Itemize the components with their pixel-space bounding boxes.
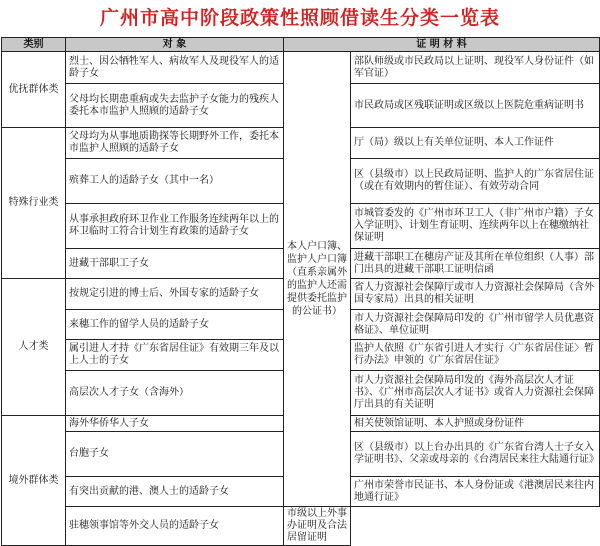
category-cell: 人才类 bbox=[2, 279, 66, 416]
header-target: 对 象 bbox=[66, 38, 284, 52]
target-cell: 有突出贡献的港、澳人士的适龄子女 bbox=[66, 477, 284, 507]
proof-cell: 厅（局）级以上有关单位证明、本人工作证件 bbox=[351, 128, 600, 159]
category-cell: 优抚群体类 bbox=[2, 52, 66, 128]
proof-cell: 省人力资源社会保障厅或市人力资源社会保障局（含外国专家局）出具的相关证明 bbox=[351, 279, 600, 310]
proof-cell: 进藏干部职工在穗房产证及其所在单位组织（人事）部门出具的进藏干部职工证明信函 bbox=[351, 249, 600, 279]
target-cell: 海外华侨华人子女 bbox=[66, 416, 284, 432]
proof-cell: 市级以上外事办证明及合法居留证明 bbox=[284, 507, 351, 546]
page-title: 广州市高中阶段政策性照顾借读生分类一览表 bbox=[99, 7, 500, 29]
table-row bbox=[2, 507, 600, 546]
target-cell: 来穗工作的留学人员的适龄子女 bbox=[66, 310, 284, 340]
proof-cell: 监护人依照《广东省引进人才实行〈广东省居住证〉暂行办法》申领的《广东省居住证》 bbox=[351, 340, 600, 371]
table-header-row bbox=[2, 38, 600, 52]
target-cell: 父母均为从事地质勘探等长期野外工作，委托本市监护人照顾的适龄子女 bbox=[66, 128, 284, 159]
proof-cell: 部队师级或市民政局以上证明、现役军人身份证件（如军官证） bbox=[351, 52, 600, 84]
proof-cell: 市人力资源社会保障局印发的《广州市留学人员优惠资格证》、单位证明 bbox=[351, 310, 600, 340]
shared-proof-cell: 本人户口簿、监护人户口簿（直系亲属外的监护人还需提供委托监护的公证书） bbox=[284, 52, 351, 507]
target-cell: 驻穗领事馆等外交人员的适龄子女 bbox=[66, 507, 284, 546]
target-cell: 从事承担政府环卫作业工作服务连续两年以上的环卫临时工符合计划生育政策的适龄子女 bbox=[66, 204, 284, 249]
proof-cell: 市人力资源社会保障局印发的《海外高层次人才证书》、《广州市高层次人才证书》或省人力资源社会保障厅出具的有关证明 bbox=[351, 371, 600, 416]
category-table bbox=[1, 37, 600, 546]
header-proof: 证 明 材 料 bbox=[284, 38, 600, 52]
target-cell: 父母均长期患重病或失去监护子女能力的残疾人委托本市监护人照顾的适龄子女 bbox=[66, 84, 284, 128]
target-cell: 进藏干部职工子女 bbox=[66, 249, 284, 279]
target-cell: 烈士、因公牺牲军人、病故军人及现役军人的适龄子女 bbox=[66, 52, 284, 84]
proof-cell: 广州市荣誉市民证书、本人身份证或《港澳居民来往内地通行证》 bbox=[351, 477, 600, 507]
proof-cell: 区（县级市）以上民政局证明、监护人的广东省居住证（或在有效期内的暂住证）、有效劳动合同 bbox=[351, 159, 600, 204]
proof-cell: 市城管委发的《广州市环卫工人（非广州市户籍）子女入学证明》、计划生育证明、连续两年以上在穗缴纳社保证明 bbox=[351, 204, 600, 249]
target-cell: 殡葬工人的适龄子女（其中一名） bbox=[66, 159, 284, 204]
target-cell: 按规定引进的博士后、外国专家的适龄子女 bbox=[66, 279, 284, 310]
proof-cell: 市民政局或区残联证明或区级以上医院危重病证明书 bbox=[351, 84, 600, 128]
category-cell: 特殊行业类 bbox=[2, 128, 66, 279]
target-cell: 属引进人才持《广东省居住证》有效期三年及以上人士的子女 bbox=[66, 340, 284, 371]
proof-cell: 相关使领馆证明、本人护照或身份证件 bbox=[351, 416, 600, 432]
target-cell: 台胞子女 bbox=[66, 432, 284, 477]
table-row bbox=[2, 52, 600, 84]
category-cell: 境外群体类 bbox=[2, 416, 66, 546]
target-cell: 高层次人才子女（含海外） bbox=[66, 371, 284, 416]
proof-cell: 区（县级市）以上台办出具的《广东省台湾人士子女入学证明书》、父亲或母亲的《台湾居民来往大陆通行证》 bbox=[351, 432, 600, 477]
header-category: 类别 bbox=[2, 38, 66, 52]
